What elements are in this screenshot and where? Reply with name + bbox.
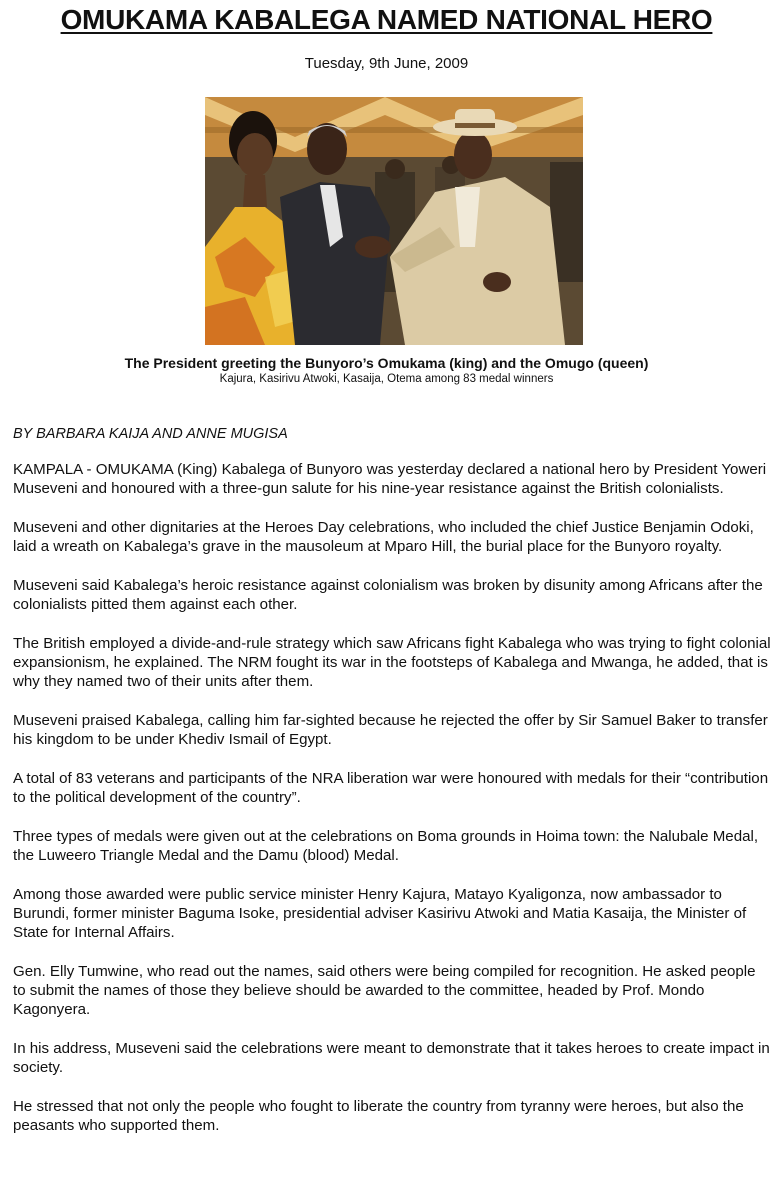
article-paragraph: Among those awarded were public service minister Henry Kajura, Matayo Kyaligonza, now ambassador to Burundi, former minister Baguma Isoke, presidential adviser Kasirivu Atwoki and Matia Kasaija, the Minister of State for Internal Affairs. (13, 886, 747, 941)
article-paragraph: In his address, Museveni said the celebrations were meant to demonstrate that it takes heroes to create impact in society. (13, 1040, 770, 1076)
article-body (13, 460, 771, 1155)
article-paragraph: KAMPALA - OMUKAMA (King) Kabalega of Bunyoro was yesterday declared a national hero by President Yoweri Museveni and honoured with a three-gun salute for his nine-year resistance against the British colonialists. (13, 461, 767, 497)
article-photo (205, 97, 583, 345)
article-paragraph: He stressed that not only the people who fought to liberate the country from tyranny were heroes, but also the peasants who supported them. (13, 1098, 744, 1134)
article-paragraph: A total of 83 veterans and participants of the NRA liberation war were honoured with medals for their “contribution to the political development of the country”. (13, 770, 769, 806)
photo-caption: The President greeting the Bunyoro’s Omukama (king) and the Omugo (queen) (124, 355, 649, 371)
article-paragraph: Museveni praised Kabalega, calling him far-sighted because he rejected the offer by Sir Samuel Baker to transfer his kingdom to be under Khediv Ismail of Egypt. (13, 712, 768, 748)
article-paragraph: Museveni and other dignitaries at the Heroes Day celebrations, who included the chief Justice Benjamin Odoki, laid a wreath on Kabalega’s grave in the mausoleum at Mparo Hill, the burial place for the Bunyoro royalty. (13, 519, 754, 555)
article-date: Tuesday, 9th June, 2009 (304, 55, 469, 72)
article-byline: BY BARBARA KAIJA AND ANNE MUGISA (13, 426, 288, 442)
article-paragraph: Museveni said Kabalega’s heroic resistance against colonialism was broken by disunity among Africans after the colonialists pitted them against each other. (13, 577, 763, 613)
photo-subcaption: Kajura, Kasirivu Atwoki, Kasaija, Otema among 83 medal winners (219, 373, 554, 385)
article-paragraph: Gen. Elly Tumwine, who read out the names, said others were being compiled for recognition. He asked people to submit the names of those they believe should be awarded to the committee, headed by Prof. Mondo Kagonyera. (13, 963, 756, 1018)
article-paragraph: The British employed a divide-and-rule strategy which saw Africans fight Kabalega who was trying to fight colonial expansionism, he explained. The NRM fought its war in the footsteps of Kabalega and Mwanga, he added, that is why they named two of their units after them. (13, 635, 771, 690)
article-paragraph: Three types of medals were given out at the celebrations on Boma grounds in Hoima town: the Nalubale Medal, the Luweero Triangle Medal and the Damu (blood) Medal. (13, 828, 759, 864)
article-headline: OMUKAMA KABALEGA NAMED NATIONAL HERO (60, 4, 713, 35)
